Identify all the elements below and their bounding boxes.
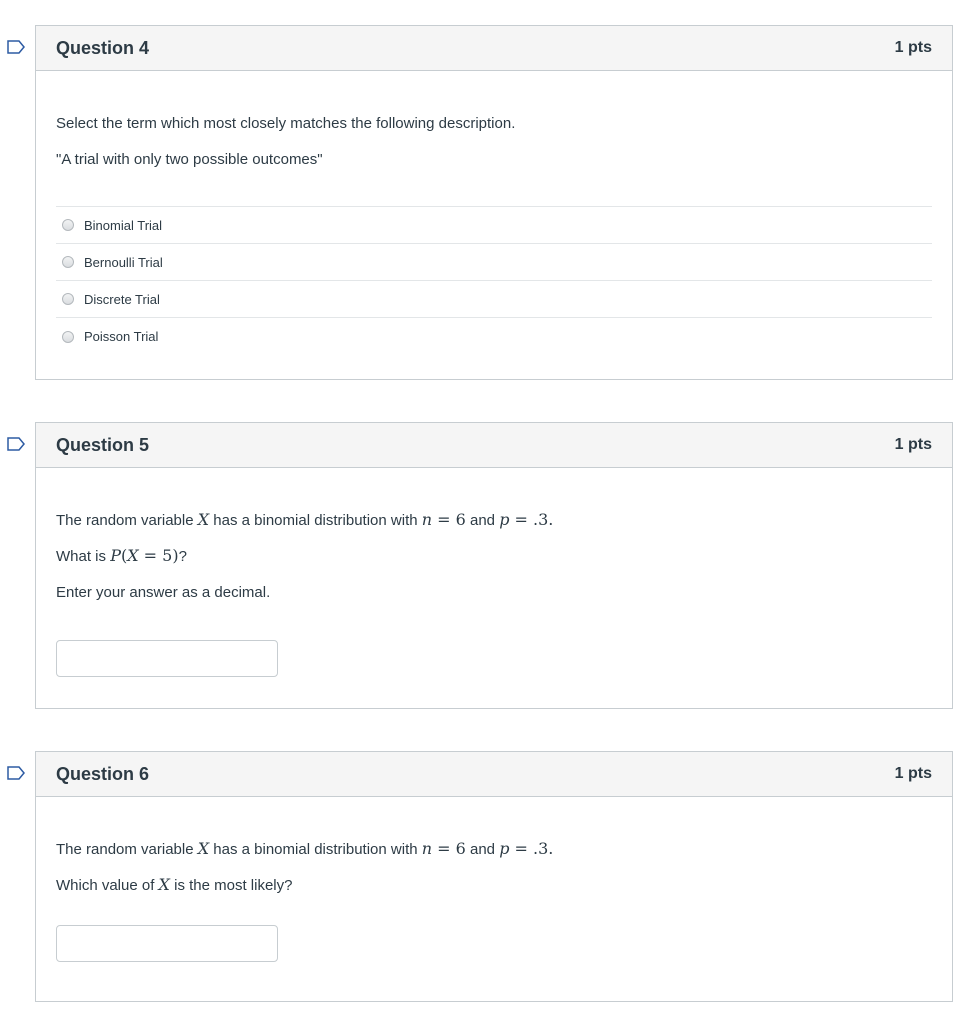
question-header	[36, 423, 952, 468]
question-body	[36, 114, 952, 355]
answer-option[interactable]	[56, 207, 932, 244]
question-text-line-2	[56, 546, 932, 567]
answer-input[interactable]	[56, 640, 278, 677]
math-period: .	[548, 510, 554, 529]
text-segment: What is	[56, 548, 111, 565]
math-p: p	[499, 510, 510, 529]
math-paren: (	[120, 546, 128, 565]
radio-button[interactable]	[62, 293, 74, 305]
question-text-line-2	[56, 875, 932, 896]
radio-button[interactable]	[62, 331, 74, 343]
flag-question-icon[interactable]	[7, 40, 25, 54]
math-variable	[159, 875, 170, 894]
math-expression	[422, 510, 466, 529]
math-expression	[499, 510, 553, 529]
question-description: "A trial with only two possible outcomes"	[56, 151, 323, 168]
question-6	[35, 751, 953, 1002]
question-text-line-1	[56, 510, 932, 531]
text-segment: The random variable	[56, 512, 198, 529]
flag-question-icon[interactable]	[7, 766, 25, 780]
text-segment: and	[465, 841, 500, 858]
text-segment: The random variable	[56, 841, 198, 858]
answer-label: Poisson Trial	[84, 329, 159, 344]
answer-input[interactable]	[56, 925, 278, 962]
text-segment: and	[465, 512, 500, 529]
question-header	[36, 26, 952, 71]
answer-option[interactable]	[56, 244, 932, 281]
math-n-value: = 6	[432, 839, 466, 858]
math-x: X	[127, 546, 139, 565]
question-header	[36, 752, 952, 797]
math-p-value: = .3	[509, 839, 549, 858]
math-period: .	[548, 839, 554, 858]
math-variable	[198, 839, 209, 858]
text-segment: has a binomial distribution with	[209, 841, 422, 858]
question-title: Question 6	[56, 763, 150, 784]
question-points: 1 pts	[894, 436, 932, 453]
math-p: p	[499, 839, 510, 858]
math-p-function: P	[110, 546, 121, 565]
question-title: Question 5	[56, 434, 150, 455]
answer-option[interactable]	[56, 281, 932, 318]
text-segment: ?	[178, 548, 187, 565]
math-equals: = 5)	[138, 546, 179, 565]
question-prompt: Select the term which most closely matches the following description.	[56, 115, 516, 132]
answer-label: Binomial Trial	[84, 217, 163, 233]
math-expression	[110, 546, 178, 565]
question-title: Question 4	[56, 37, 150, 58]
radio-button[interactable]	[62, 219, 74, 231]
question-instruction: Enter your answer as a decimal.	[56, 584, 271, 601]
math-expression	[422, 839, 466, 858]
answer-label: Bernoulli Trial	[84, 254, 163, 270]
math-n: n	[421, 839, 433, 858]
math-x: X	[197, 510, 210, 529]
answer-list	[56, 206, 932, 355]
answer-label: Discrete Trial	[84, 291, 160, 307]
math-n-value: = 6	[432, 510, 466, 529]
radio-button[interactable]	[62, 256, 74, 268]
flag-question-icon[interactable]	[7, 437, 25, 451]
question-points: 1 pts	[894, 39, 932, 56]
math-x: X	[158, 875, 170, 894]
text-segment: Which value of	[56, 877, 159, 894]
answer-option[interactable]	[56, 318, 932, 355]
question-points: 1 pts	[894, 765, 932, 782]
question-body	[36, 839, 952, 962]
question-4	[35, 25, 953, 380]
math-n: n	[421, 510, 433, 529]
question-text-line-1	[56, 839, 932, 860]
math-expression	[499, 839, 553, 858]
math-p-value: = .3	[509, 510, 549, 529]
question-body	[36, 510, 952, 677]
text-segment: has a binomial distribution with	[209, 512, 422, 529]
text-segment: is the most likely?	[169, 877, 293, 894]
math-variable	[198, 510, 209, 529]
math-x: X	[197, 839, 210, 858]
question-5	[35, 422, 953, 709]
